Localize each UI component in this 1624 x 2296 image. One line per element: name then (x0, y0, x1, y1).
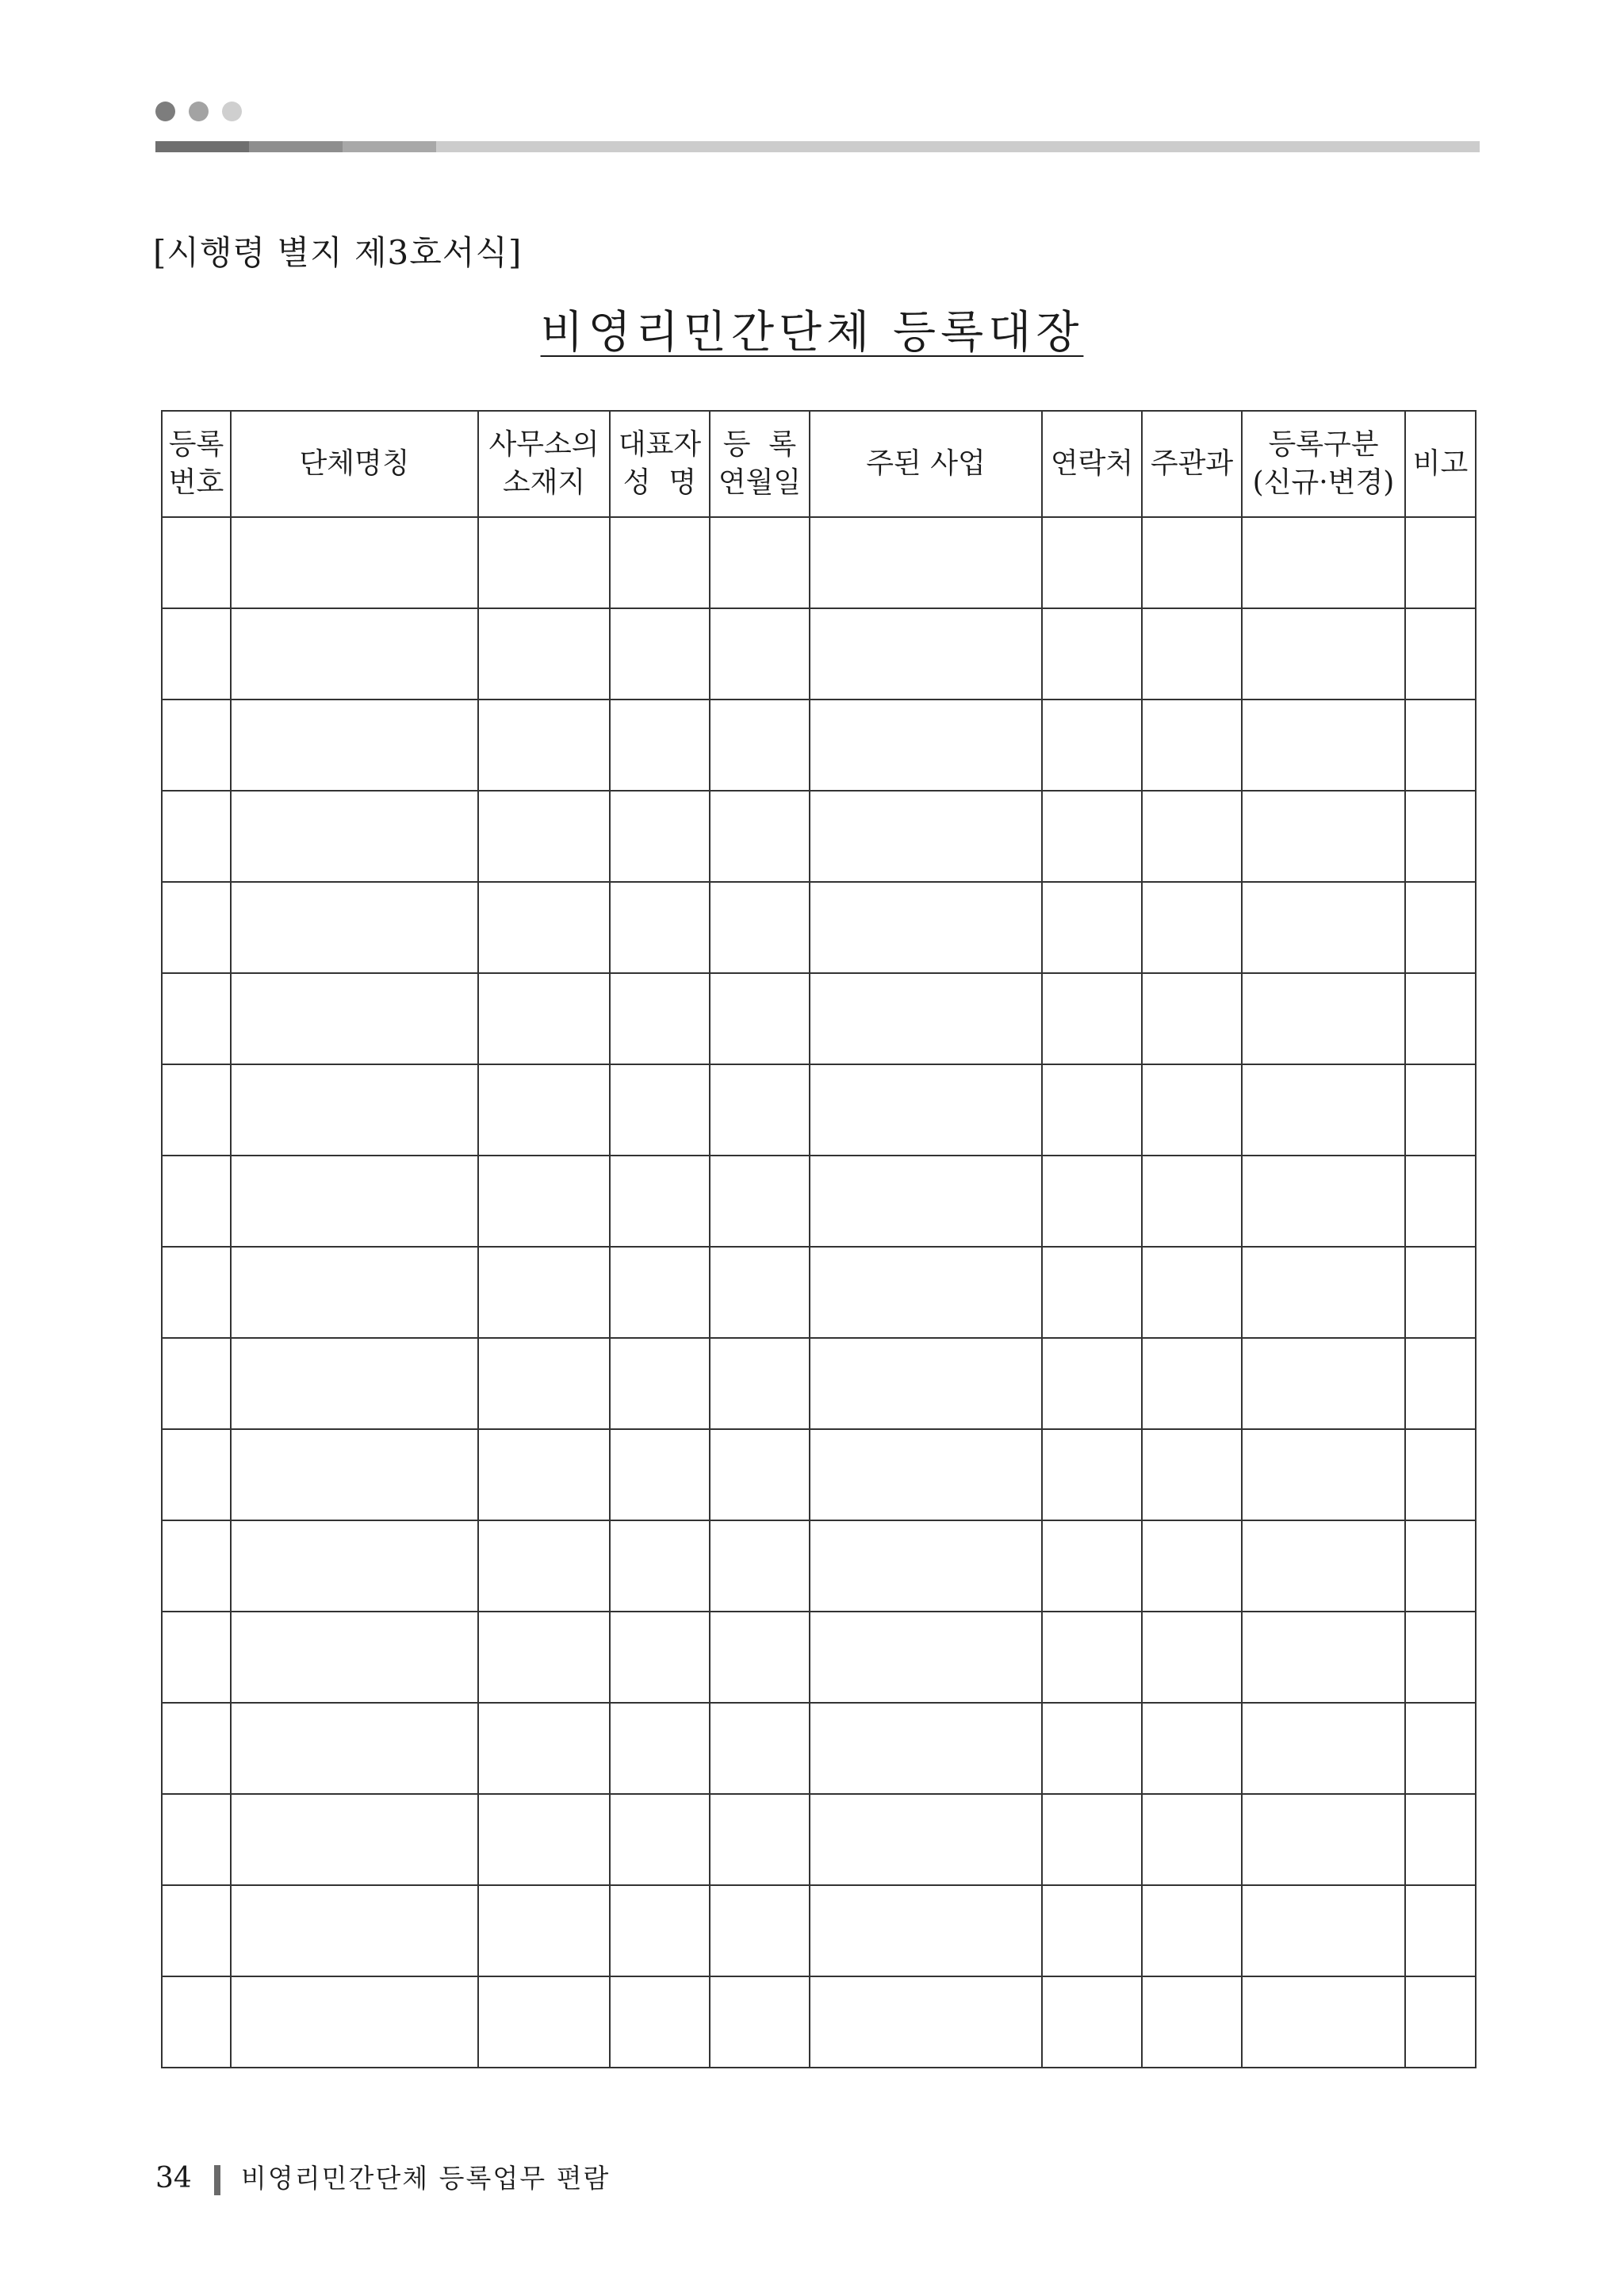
table-cell (610, 1338, 710, 1429)
table-header-row (162, 411, 1476, 517)
table-cell (710, 1794, 810, 1885)
header-line: 등 록 (722, 428, 797, 461)
table-cell (231, 1064, 478, 1156)
table-cell (231, 1703, 478, 1794)
table-cell (478, 1703, 610, 1794)
table-cell (1042, 700, 1142, 791)
table-cell (1042, 1247, 1142, 1338)
table-cell (478, 1064, 610, 1156)
table-cell (1042, 1612, 1142, 1703)
table-cell (710, 700, 810, 791)
table-cell (610, 608, 710, 700)
table-cell (478, 700, 610, 791)
table-cell (1405, 1247, 1476, 1338)
table-cell (1405, 1064, 1476, 1156)
table-cell (231, 700, 478, 791)
table-cell (1405, 1520, 1476, 1612)
table-cell (1042, 973, 1142, 1064)
table-cell (1405, 1794, 1476, 1885)
table-cell (1042, 1976, 1142, 2068)
table-cell (162, 1520, 231, 1612)
table-cell (162, 1703, 231, 1794)
table-cell (162, 791, 231, 882)
table-cell (162, 973, 231, 1064)
table-cell (810, 700, 1042, 791)
table-cell (162, 608, 231, 700)
table-cell (1142, 1612, 1242, 1703)
table-cell (1142, 973, 1242, 1064)
table-cell (478, 1520, 610, 1612)
page-number: 34 (155, 2162, 192, 2194)
header-remarks (1405, 411, 1476, 517)
table-row (162, 1976, 1476, 2068)
table-cell (1142, 1794, 1242, 1885)
table-cell (610, 791, 710, 882)
header-line: 대표자 (618, 428, 702, 461)
table-cell (231, 1247, 478, 1338)
table-cell (478, 1338, 610, 1429)
table-cell (810, 791, 1042, 882)
table-cell (1405, 973, 1476, 1064)
table-cell (710, 1976, 810, 2068)
table-cell (1042, 1703, 1142, 1794)
table-cell (610, 1794, 710, 1885)
table-cell (610, 1064, 710, 1156)
table-cell (610, 1703, 710, 1794)
table-cell (162, 1794, 231, 1885)
header-line: 연락처 (1050, 447, 1134, 480)
table-cell (1142, 791, 1242, 882)
table-row (162, 1156, 1476, 1247)
table-cell (231, 882, 478, 973)
table-cell (710, 1156, 810, 1247)
table-row (162, 517, 1476, 608)
header-representative-name (610, 411, 710, 517)
table-cell (1042, 608, 1142, 700)
table-cell (1042, 1794, 1142, 1885)
table-cell (1142, 608, 1242, 700)
form-number-label: [시행령 별지 제3호서식] (153, 233, 523, 272)
table-cell (162, 882, 231, 973)
table-cell (610, 973, 710, 1064)
table-cell (1042, 1520, 1142, 1612)
table-cell (1405, 1703, 1476, 1794)
dot-medium (189, 102, 209, 121)
table-cell (810, 1156, 1042, 1247)
table-cell (1405, 1885, 1476, 1976)
registration-ledger-table (161, 410, 1477, 2068)
header-line: 주된 사업 (866, 447, 986, 480)
table-cell (710, 1703, 810, 1794)
table-cell (1405, 608, 1476, 700)
header-registration-type (1242, 411, 1405, 517)
table-cell (1405, 700, 1476, 791)
table-cell (1405, 1976, 1476, 2068)
header-contact (1042, 411, 1142, 517)
table-cell (610, 1429, 710, 1520)
table-cell (231, 1338, 478, 1429)
table-row (162, 1703, 1476, 1794)
footer-separator (214, 2165, 220, 2195)
header-registration-number (162, 411, 231, 517)
table-cell (1142, 1247, 1242, 1338)
table-cell (710, 1612, 810, 1703)
table-cell (1242, 791, 1405, 882)
table-cell (1042, 1156, 1142, 1247)
table-cell (1405, 1612, 1476, 1703)
table-cell (710, 973, 810, 1064)
table-cell (478, 1885, 610, 1976)
table-cell (710, 791, 810, 882)
header-line: 등록 (168, 428, 224, 461)
table-cell (1242, 1429, 1405, 1520)
table-cell (162, 1612, 231, 1703)
table-cell (810, 1976, 1042, 2068)
table-cell (810, 1703, 1042, 1794)
table-cell (162, 1338, 231, 1429)
table-cell (1142, 1064, 1242, 1156)
table-cell (1405, 1429, 1476, 1520)
table-row (162, 791, 1476, 882)
header-registration-date (710, 411, 810, 517)
table-cell (710, 1064, 810, 1156)
table-cell (610, 882, 710, 973)
table-cell (810, 1794, 1042, 1885)
header-main-business (810, 411, 1042, 517)
table-row (162, 1064, 1476, 1156)
table-cell (810, 973, 1042, 1064)
table-cell (162, 1429, 231, 1520)
header-rule-segment (155, 141, 249, 152)
table-cell (478, 973, 610, 1064)
table-cell (162, 1156, 231, 1247)
table-cell (810, 1064, 1042, 1156)
table-cell (1142, 517, 1242, 608)
table-cell (231, 973, 478, 1064)
table-row (162, 1885, 1476, 1976)
header-line: 비고 (1412, 447, 1469, 480)
table-cell (1042, 1338, 1142, 1429)
header-line: 주관과 (1150, 447, 1234, 480)
table-cell (1242, 1520, 1405, 1612)
table-cell (1242, 517, 1405, 608)
table-cell (1142, 1976, 1242, 2068)
table-cell (1405, 1338, 1476, 1429)
table-cell (478, 1156, 610, 1247)
table-cell (231, 517, 478, 608)
table-cell (162, 517, 231, 608)
table-row (162, 1520, 1476, 1612)
table-cell (478, 882, 610, 973)
table-cell (810, 1885, 1042, 1976)
table-cell (1042, 1064, 1142, 1156)
header-rule (155, 141, 1480, 152)
header-line: 연월일 (718, 466, 802, 499)
table-cell (1242, 700, 1405, 791)
table-cell (1142, 882, 1242, 973)
table-cell (478, 1976, 610, 2068)
table-cell (710, 1429, 810, 1520)
table-cell (478, 1429, 610, 1520)
table-cell (1242, 1247, 1405, 1338)
table-cell (1242, 1703, 1405, 1794)
table-cell (810, 1338, 1042, 1429)
table-cell (478, 1247, 610, 1338)
table-cell (231, 791, 478, 882)
table-cell (1405, 882, 1476, 973)
table-row (162, 1338, 1476, 1429)
table-cell (1242, 1976, 1405, 2068)
dot-light (222, 102, 242, 121)
table-cell (1242, 608, 1405, 700)
table-cell (810, 882, 1042, 973)
header-office-location (478, 411, 610, 517)
table-cell (610, 1612, 710, 1703)
table-cell (231, 1885, 478, 1976)
table-cell (231, 1976, 478, 2068)
table-cell (710, 1247, 810, 1338)
table-cell (1405, 1156, 1476, 1247)
header-line: 사무소의 (488, 428, 599, 461)
table-row (162, 1429, 1476, 1520)
table-body (162, 517, 1476, 2068)
table-cell (1042, 1885, 1142, 1976)
table-cell (478, 517, 610, 608)
table-cell (478, 1794, 610, 1885)
table-cell (1142, 1703, 1242, 1794)
table-row (162, 1794, 1476, 1885)
table-cell (1242, 882, 1405, 973)
table-cell (610, 700, 710, 791)
table-cell (478, 608, 610, 700)
table-cell (1142, 1520, 1242, 1612)
table-cell (810, 1429, 1042, 1520)
table-cell (231, 1520, 478, 1612)
header-line: 성 명 (622, 466, 697, 499)
table-cell (610, 1520, 710, 1612)
table-cell (1242, 973, 1405, 1064)
dot-dark (155, 102, 175, 121)
table-cell (231, 1794, 478, 1885)
table-cell (162, 1885, 231, 1976)
table-cell (162, 1976, 231, 2068)
table-cell (710, 608, 810, 700)
table-cell (478, 791, 610, 882)
table-cell (1042, 791, 1142, 882)
table-cell (1242, 1064, 1405, 1156)
table-cell (231, 1612, 478, 1703)
header-line: 번호 (168, 466, 224, 499)
table-row (162, 882, 1476, 973)
table-cell (1142, 700, 1242, 791)
table-cell (610, 517, 710, 608)
document-title-text: 비영리민간단체 등록대장 (540, 307, 1084, 358)
table-cell (810, 608, 1042, 700)
table-cell (810, 1247, 1042, 1338)
table-cell (810, 517, 1042, 608)
table-cell (1042, 517, 1142, 608)
table-cell (710, 1338, 810, 1429)
table-cell (1042, 1429, 1142, 1520)
table-cell (1242, 1338, 1405, 1429)
table-cell (1142, 1429, 1242, 1520)
table-cell (610, 1885, 710, 1976)
table-cell (162, 1247, 231, 1338)
header-line: (신규·변경) (1252, 466, 1395, 499)
table-row (162, 1612, 1476, 1703)
table-cell (1242, 1885, 1405, 1976)
header-rule-segment (249, 141, 343, 152)
table-cell (1042, 882, 1142, 973)
header-line: 등록구분 (1268, 428, 1379, 461)
table-cell (162, 1064, 231, 1156)
table-cell (1142, 1156, 1242, 1247)
header-rule-segment (343, 141, 436, 152)
table-cell (710, 1520, 810, 1612)
table-row (162, 1247, 1476, 1338)
table-cell (710, 882, 810, 973)
table-cell (162, 700, 231, 791)
table-cell (1242, 1794, 1405, 1885)
table-cell (231, 608, 478, 700)
table-cell (610, 1247, 710, 1338)
table-row (162, 973, 1476, 1064)
footer-book-title: 비영리민간단체 등록업무 편람 (241, 2163, 611, 2194)
table-cell (231, 1156, 478, 1247)
header-line: 단체명칭 (299, 447, 410, 480)
table-row (162, 700, 1476, 791)
table-cell (810, 1520, 1042, 1612)
table-cell (610, 1156, 710, 1247)
table-cell (478, 1612, 610, 1703)
header-line: 소재지 (502, 466, 586, 499)
table-cell (810, 1612, 1042, 1703)
table-cell (1405, 791, 1476, 882)
table-cell (1142, 1885, 1242, 1976)
table-cell (231, 1429, 478, 1520)
header-supervising-department (1142, 411, 1242, 517)
table-cell (1142, 1338, 1242, 1429)
table-cell (1405, 517, 1476, 608)
table-cell (610, 1976, 710, 2068)
document-title (0, 297, 1624, 361)
header-organization-name (231, 411, 478, 517)
table-cell (1242, 1612, 1405, 1703)
table-cell (1242, 1156, 1405, 1247)
table-cell (710, 1885, 810, 1976)
table-row (162, 608, 1476, 700)
table-cell (710, 517, 810, 608)
